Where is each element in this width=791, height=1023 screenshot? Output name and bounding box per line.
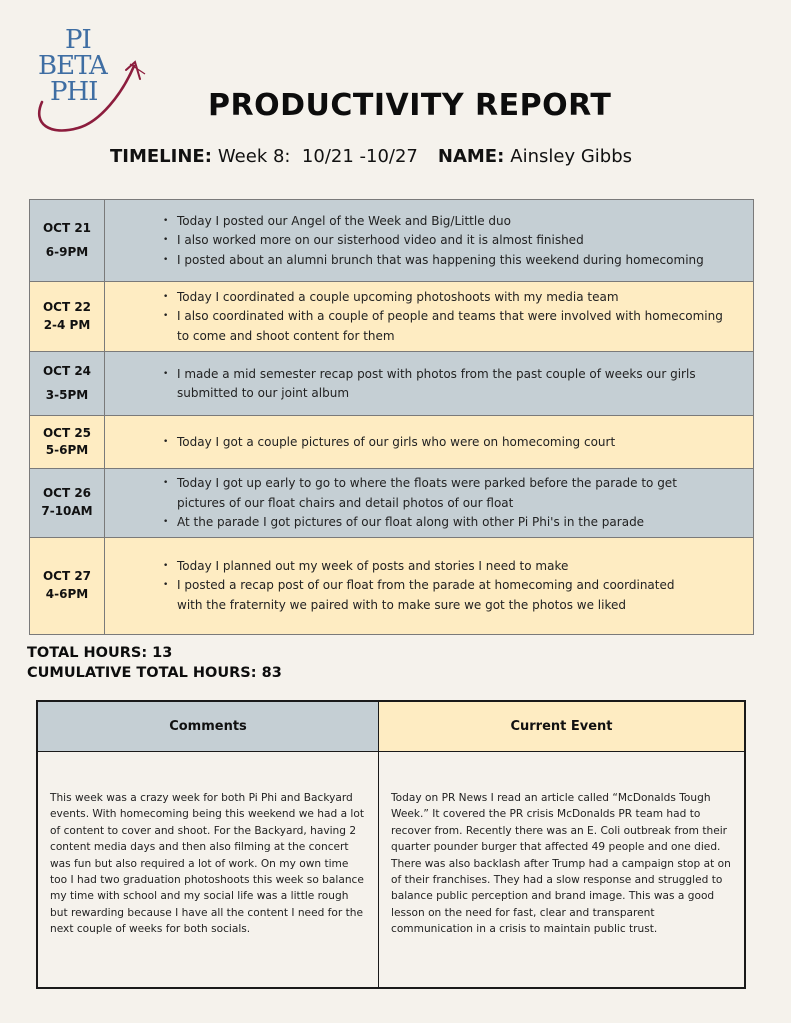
log-entry: • Today I planned out my week of posts and stories I need to make [177,557,697,577]
log-date-cell [30,469,105,538]
log-row [30,200,754,282]
log-date: OCT 22 [42,300,92,315]
log-entries-cell [105,282,754,352]
log-entry-list [163,433,717,453]
current-event-header: Current Event [379,701,746,752]
log-time: 5-6PM [45,443,89,457]
log-row [30,469,754,538]
log-entries-cell [105,200,754,282]
pi-beta-phi-logo [30,24,148,142]
log-entry: • Today I got a couple pictures of our girls who were on homecoming court [177,433,717,453]
comments-text: This week was a crazy week for both Pi Phi and Backyard events. With homecoming being this weekend we had a lot of content to cover and shoot. For the Backyard, having 2 content media days and then also filming at the concert was fun but also required a lot of work. On my own time too I had two graduation photoshoots this week so balance my time with school and my social life was a little rough but rewarding because I have all the content I need for the next couple of weeks for both socials. [37,752,379,989]
timeline-value: Week 8: 10/21 -10/27 [217,146,418,167]
log-entries-cell [105,416,754,469]
log-entry-list [163,474,717,533]
log-date-cell [30,416,105,469]
log-entry: • At the parade I got pictures of our float along with other Pi Phi's in the parade [177,513,717,533]
log-entry: • I also coordinated with a couple of people and teams that were involved with homecoming to come and shoot content for them [177,307,737,346]
activity-log-table [29,199,754,635]
log-entries-cell [105,537,754,634]
log-entry-list [163,365,717,404]
log-entry: • I made a mid semester recap post with photos from the past couple of weeks our girls submitted to our joint album [177,365,717,404]
comments-current-event-table [36,700,746,989]
log-entry: • I posted about an alumni brunch that was happening this weekend during homecoming [177,251,707,271]
log-row [30,537,754,634]
logo-line: PHI [50,77,98,107]
name-value: Ainsley Gibbs [510,146,633,167]
log-entry: • Today I posted our Angel of the Week and Big/Little duo [177,212,707,232]
log-date-cell [30,200,105,282]
log-entries-cell [105,469,754,538]
log-date: OCT 27 [42,569,92,584]
page-title: PRODUCTIVITY REPORT [208,88,612,123]
log-time: 3-5PM [45,387,89,402]
total-hours: TOTAL HOURS: 13 [27,645,173,661]
log-date: OCT 21 [42,221,92,236]
log-date: OCT 26 [42,486,92,501]
log-entries-cell [105,352,754,416]
log-entry: • I posted a recap post of our float from the parade at homecoming and coordinated with the fraternity we paired with to make sure we got the photos we liked [177,576,697,615]
log-entry-list [163,212,707,271]
log-date-cell [30,537,105,634]
log-date-cell [30,282,105,352]
cumulative-total-hours: CUMULATIVE TOTAL HOURS: 83 [27,665,282,681]
log-row [30,416,754,469]
log-date: OCT 25 [42,425,92,440]
log-time: 7-10AM [41,503,93,518]
name-label: NAME: [437,146,505,167]
log-date: OCT 24 [42,364,92,379]
log-row [30,352,754,416]
comments-header: Comments [37,701,379,752]
log-time: 2-4 PM [43,317,91,332]
log-entry: • Today I got up early to go to where the floats were parked before the parade to get pictures of our float chairs and detail photos of our float [177,474,717,513]
log-entry-list [163,557,697,616]
log-time: 6-9PM [45,244,89,259]
logo-line: PI [65,25,91,55]
log-row [30,282,754,352]
current-event-text: Today on PR News I read an article called “McDonalds Tough Week.” It covered the PR crisis McDonalds PR team had to recover from. Recently there was an E. Coli outbreak from their quarter pounder burger that affected 49 people and one died. There was also backlash after Trump had a campaign stop at on of their franchises. They had a slow response and struggled to balance public perception and brand image. This was a good lesson on the need for fast, clear and transparent communication in a crisis to maintain public trust. [379,752,746,989]
timeline-label: TIMELINE: [110,146,212,167]
log-time: 4-6PM [45,586,89,601]
logo-line: BETA [38,51,107,81]
report-meta [110,146,632,167]
hours-summary [27,643,282,683]
log-entry: • I also worked more on our sisterhood video and it is almost finished [177,231,707,251]
log-entry: • Today I coordinated a couple upcoming photoshoots with my media team [177,288,737,308]
log-date-cell [30,352,105,416]
log-entry-list [163,288,737,347]
